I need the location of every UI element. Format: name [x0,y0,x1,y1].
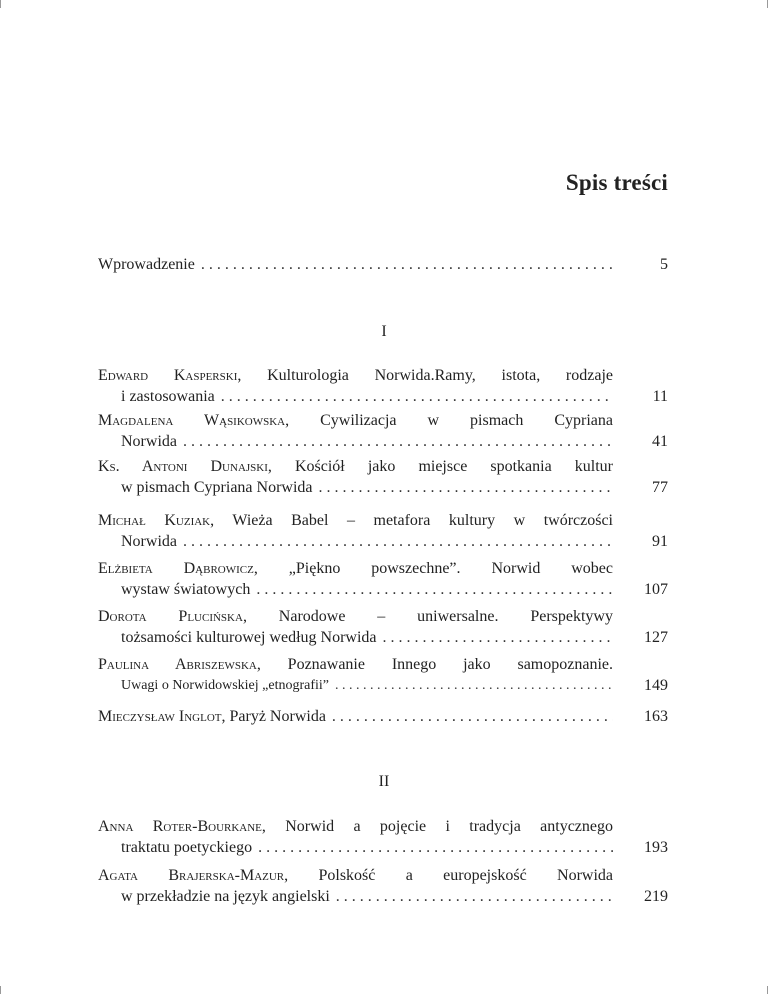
toc-line [98,579,613,600]
crop-mark [0,986,1,994]
toc-title-cont: w pismach Cypriana Norwida [121,479,313,496]
toc-line [98,510,613,531]
toc-line [98,654,613,675]
dot-leader [258,837,613,858]
page-number: 77 [652,479,668,496]
page-number: 149 [644,677,668,694]
toc-title: , Cywilizacja w pismach Cypriana [285,412,613,429]
author-name: Dorota Plucińska [98,608,243,625]
toc-title-cont: traktatu poetyckiego [121,839,253,856]
toc-line [98,456,613,477]
toc-entry[interactable] [98,456,668,498]
toc-entry[interactable] [98,558,668,600]
section-heading-2: II [378,773,390,790]
section-heading-1: I [381,323,387,340]
page-number: 11 [652,388,668,405]
author-name: Ks. Antoni Dunajski [98,458,268,475]
toc-title: , Poznawanie Innego jako samopoznanie. [256,656,613,673]
page-number: 107 [644,581,668,598]
toc-line [98,886,613,907]
toc-title: , Kościół jako miejsce spotkania kultur [267,458,613,475]
dot-leader [183,531,613,552]
toc-line [98,365,613,386]
page-title: Spis treści [565,170,668,195]
toc-title-cont: wystaw światowych [121,581,251,598]
toc-line [98,865,613,886]
toc-title: , Narodowe – uniwersalne. Perspektywy [242,608,613,625]
author-name: Michał Kuziak [98,512,211,529]
page-number: 91 [652,533,668,550]
dot-leader [256,579,613,600]
page-number: 127 [644,629,668,646]
author-name: Magdalena Wąsikowska [98,412,286,429]
toc-entry[interactable] [98,606,668,648]
toc-line [98,431,613,452]
author-name: Mieczysław Inglot [98,708,222,725]
page-number: 163 [644,708,668,725]
toc-entry[interactable] [98,510,668,552]
toc-line [98,675,613,696]
toc-line [98,816,613,837]
author-name: Edward Kasperski [98,367,238,384]
dot-leader [183,431,613,452]
author-name: Paulina Abriszewska [98,656,257,673]
toc-entry[interactable] [98,706,668,727]
toc-title-cont: i zastosowania [121,388,215,405]
toc-entry[interactable] [98,816,668,858]
toc-title-cont: tożsamości kulturowej według Norwida [121,629,377,646]
toc-title-cont: Uwagi o Norwidowskiej „etnografii” [121,678,329,693]
dot-leader [332,706,613,727]
toc-entry[interactable] [98,865,668,907]
page-number: 5 [660,256,668,273]
crop-mark [0,0,1,8]
toc-line [98,706,613,727]
toc-title: , „Piękno powszechne”. Norwid wobec [253,560,613,577]
toc-line [98,627,613,648]
toc-entry-intro[interactable] [98,254,668,275]
toc-entry[interactable] [98,410,668,452]
toc-title: Wprowadzenie [98,256,195,273]
author-name: Agata Brajerska-Mazur [98,867,285,884]
dot-leader [319,477,613,498]
author-name: Anna Roter-Bourkane [98,818,262,835]
toc-entry[interactable] [98,654,668,696]
toc-title: , Kulturologia Norwida.Ramy, istota, rodzaje [237,367,613,384]
dot-leader [383,627,614,648]
toc-line [98,477,613,498]
dot-leader [336,886,613,907]
toc-line [98,254,613,275]
toc-line [98,531,613,552]
author-name: Elżbieta Dąbrowicz [98,560,254,577]
toc-title: , Norwid a pojęcie i tradycja antycznego [261,818,613,835]
page-number: 219 [644,888,668,905]
toc-line [98,606,613,627]
toc-title: , Polskość a europejskość Norwida [284,867,613,884]
toc-line [98,410,613,431]
page-number: 193 [644,839,668,856]
toc-line [98,386,613,407]
toc-line [98,837,613,858]
dot-leader [201,254,613,275]
dot-leader [335,675,613,696]
toc-entry[interactable] [98,365,668,407]
toc-title-cont: Norwida [121,433,177,450]
toc-line [98,558,613,579]
dot-leader [221,386,613,407]
toc-title: , Wieża Babel – metafora kultury w twórczości [210,512,613,529]
toc-title: , Paryż Norwida [221,708,326,725]
toc-title-cont: Norwida [121,533,177,550]
page-number: 41 [652,433,668,450]
toc-title-cont: w przekładzie na język angielski [121,888,330,905]
